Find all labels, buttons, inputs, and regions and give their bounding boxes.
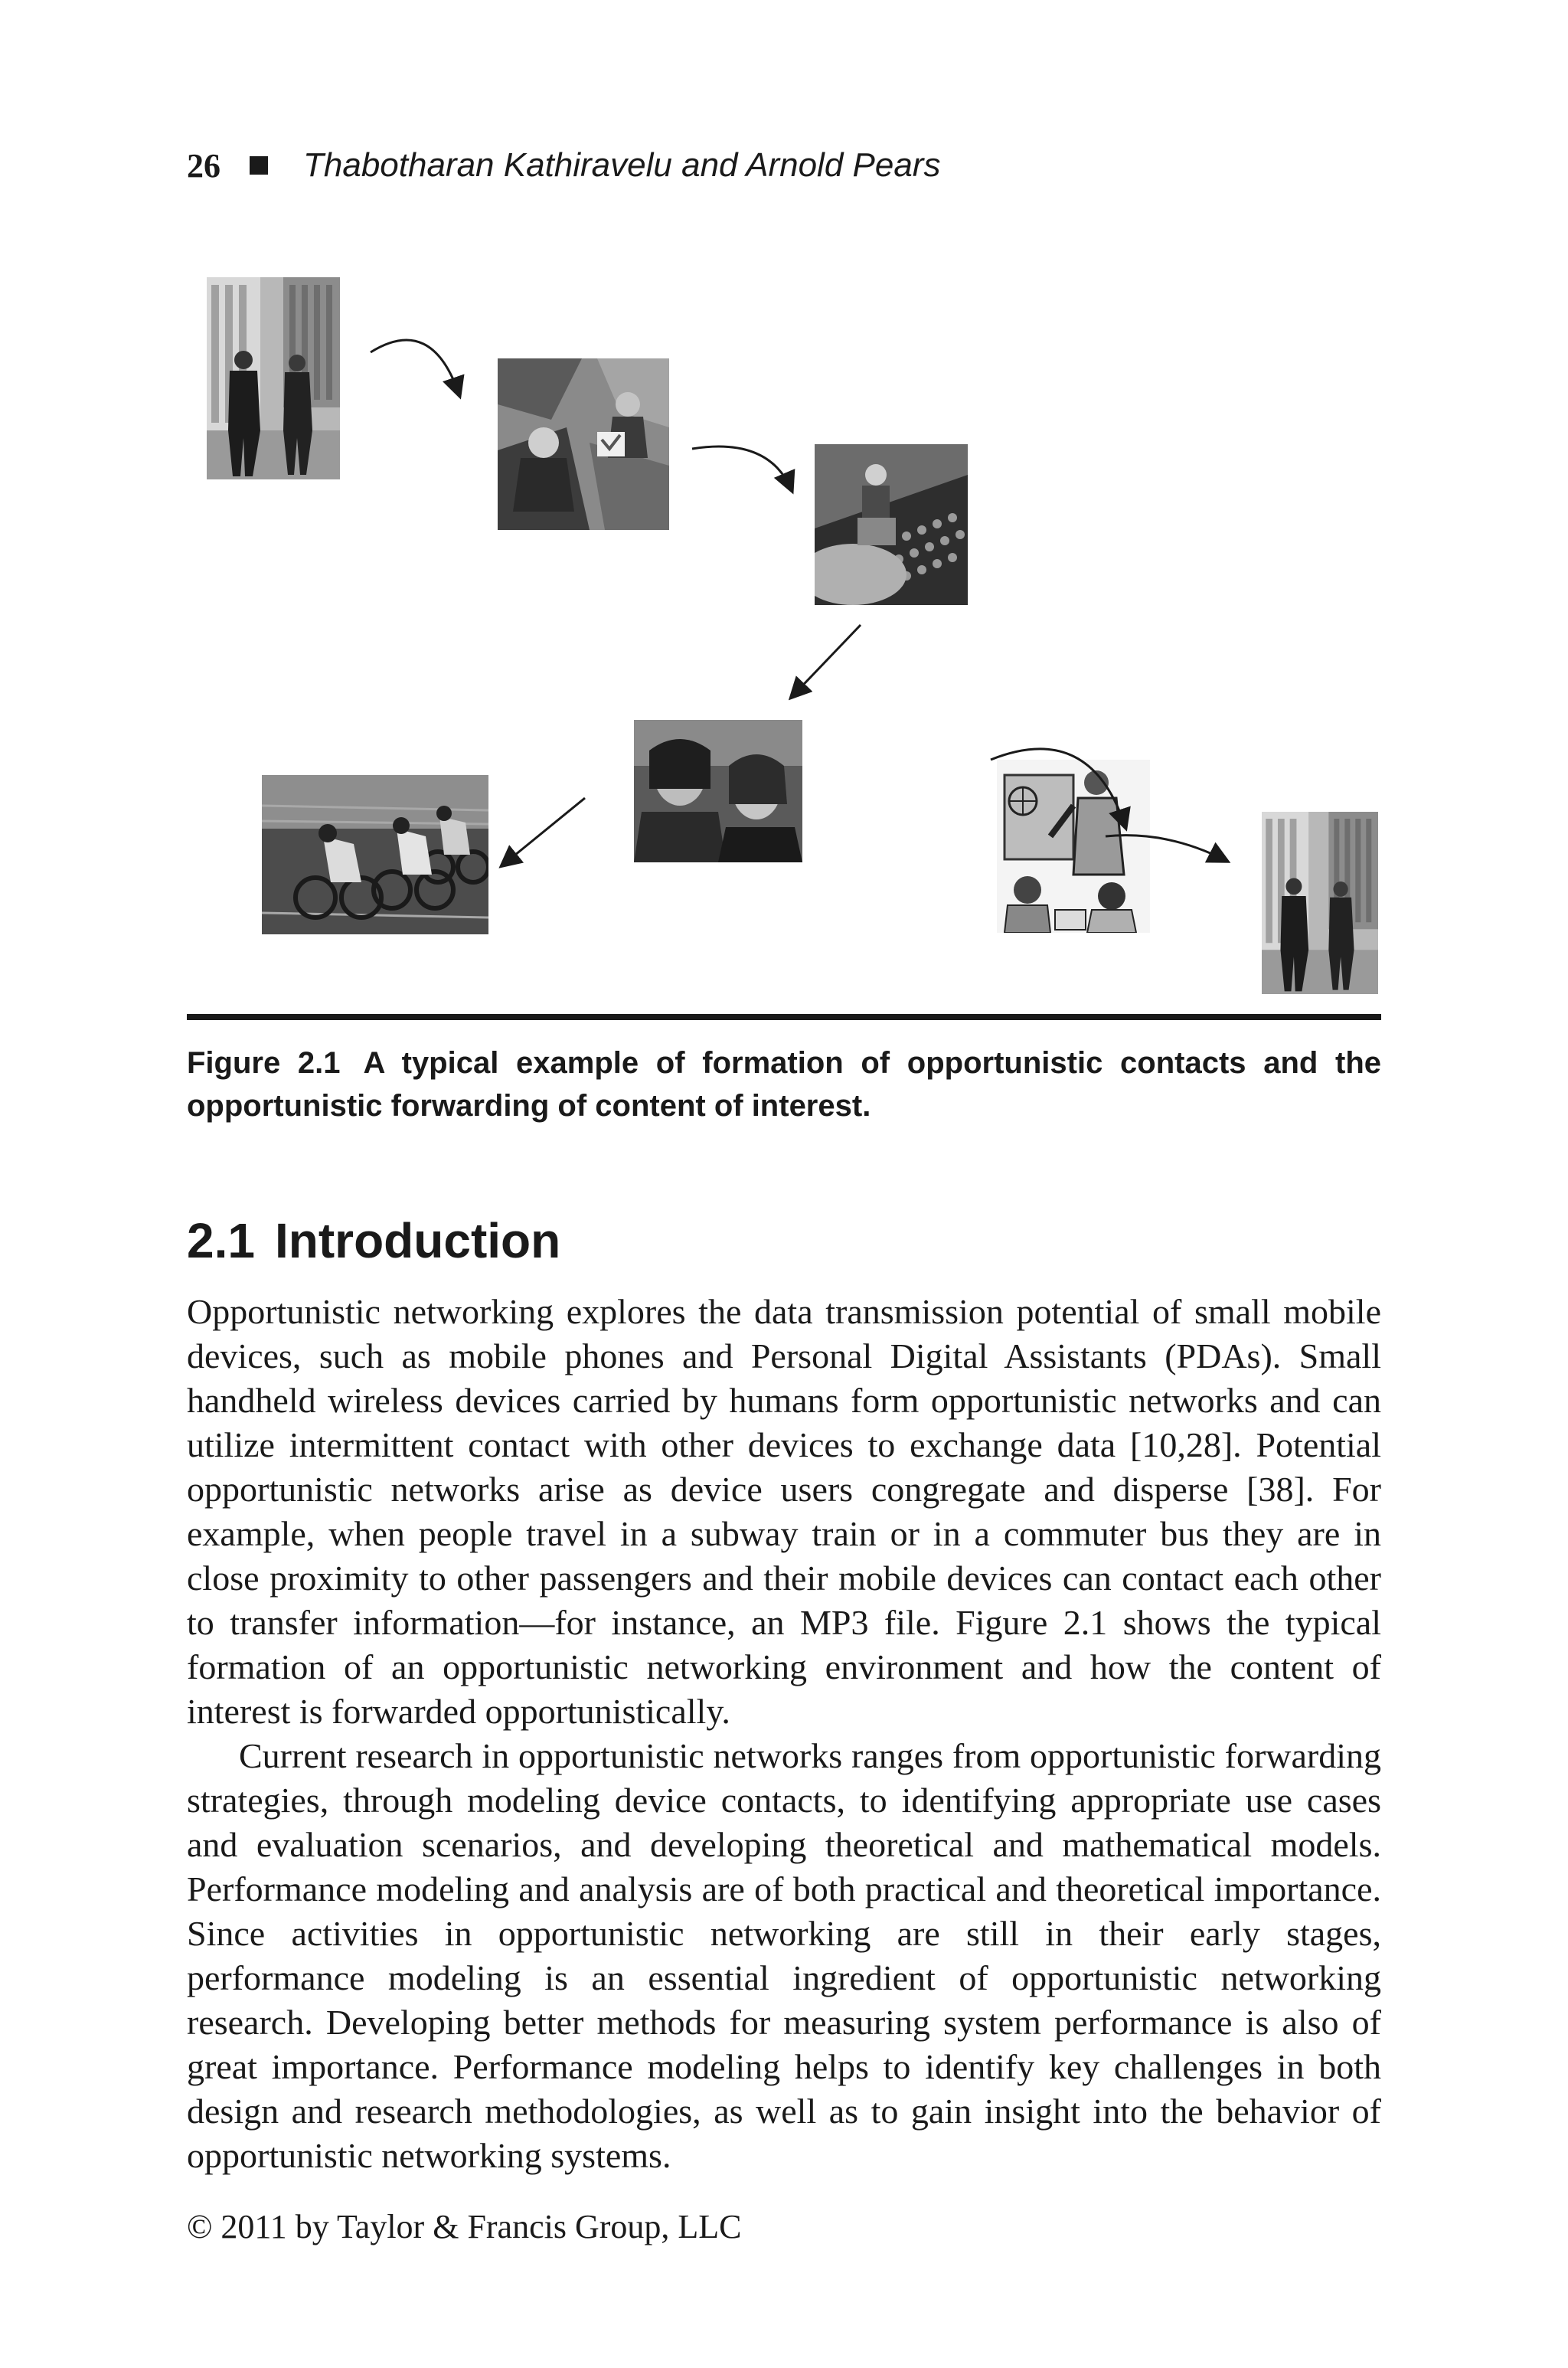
arrow-1 (371, 340, 459, 395)
arrow-3 (792, 625, 861, 697)
paragraph-2: Current research in opportunistic networks ranges from opportunistic forwarding strategies, through modeling device contacts, to identifying appropriate use cases and evaluation scenarios, and developing theoretical and mathematical models. Performance modeling and analysis are of both practical and theoretical importance. Since activities in opportunistic networking are still in their early stages, performance modeling is an essential ingredient of opportunistic networking research. Developing better methods for measuring system performance is also of great importance. Performance modeling helps to identify key challenges in both design and research methodologies, as well as to gain insight into the behavior of opportunistic networking systems. (187, 1736, 1381, 2175)
running-head-authors: Thabotharan Kathiravelu and Arnold Pears (303, 146, 941, 184)
figure-caption-text: A typical example of formation of opportunistic contacts and the opportunistic forwarding of content of interest. (187, 1046, 1382, 1123)
figure-caption (187, 1042, 1381, 1127)
forwarding-arrows (187, 260, 1381, 996)
figure-caption-label: Figure 2.1 (187, 1046, 341, 1080)
page-header (187, 142, 1381, 188)
header-square-bullet (250, 156, 268, 175)
section-title: Introduction (274, 1213, 561, 1268)
figure-2-1 (187, 260, 1381, 996)
page-number: 26 (187, 146, 220, 185)
figure-rule (187, 1014, 1381, 1020)
arrow-5 (1106, 836, 1227, 861)
section-heading (187, 1202, 1381, 1279)
paragraph-1: Opportunistic networking explores the data transmission potential of small mobile devices, such as mobile phones and Personal Digital Assistants (PDAs). Small handheld wireless devices carried by humans form opportunistic networks and can utilize intermittent contact with other devices to exchange data [10,28]. Potential opportunistic networks arise as device users congregate and disperse [38]. For example, when people travel in a subway train or in a commuter bus they are in close proximity to other passengers and their mobile devices can contact each other to transfer information—for instance, an MP3 file. Figure 2.1 shows the typical formation of an opportunistic networking environment and how the content of interest is forwarded opportunistically. (187, 1292, 1381, 1731)
copyright-notice: © 2011 by Taylor & Francis Group, LLC (187, 2208, 742, 2245)
arrow-2 (692, 446, 792, 490)
arrow-6 (502, 798, 585, 865)
arrow-4 (991, 749, 1125, 827)
section-number: 2.1 (187, 1213, 255, 1268)
body-text (187, 1290, 1381, 2178)
